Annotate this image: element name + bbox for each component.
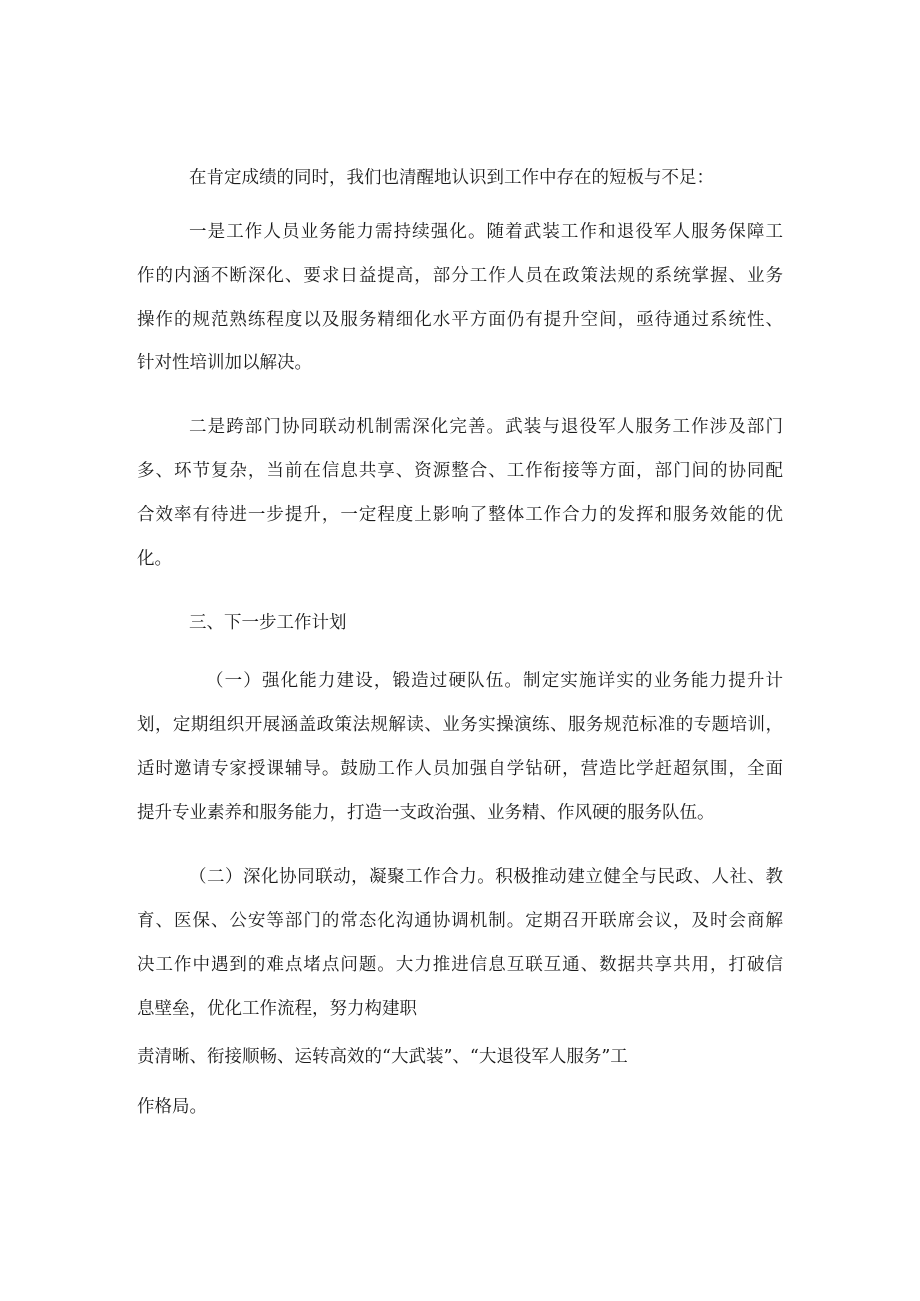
plan-1-line-2: 划，定期组织开展涵盖政策法规解读、业务实操演练、服务规范标准的专题培训，: [137, 715, 783, 735]
issue-2-line-3: 合效率有待进一步提升，一定程度上影响了整体工作合力的发挥和服务效能的优: [137, 505, 783, 525]
issue-1-line-1: 一是工作人员业务能力需持续强化。随着武装工作和退役军人服务保障工: [189, 222, 783, 242]
section-heading: 三、下一步工作计划: [189, 613, 347, 633]
plan-1-line-4: 提升专业素养和服务能力，打造一支政治强、业务精、作风硬的服务队伍。: [137, 803, 715, 823]
plan-1-line-3: 适时邀请专家授课辅导。鼓励工作人员加强自学钻研，营造比学赶超氛围，全面: [137, 759, 783, 779]
issue-1-line-4: 针对性培训加以解决。: [137, 353, 312, 373]
issue-1-line-2: 作的内涵不断深化、要求日益提高，部分工作人员在政策法规的系统掌握、业务: [137, 266, 783, 286]
intro-line-1: 在肯定成绩的同时，我们也清醒地认识到工作中存在的短板与不足：: [189, 168, 714, 188]
plan-2-line-5: 责清晰、衔接顺畅、运转高效的“大武装”、“大退役军人服务”工: [137, 1047, 628, 1067]
plan-1-line-1: （一）强化能力建设，锻造过硬队伍。制定实施详实的业务能力提升计: [206, 671, 783, 691]
plan-2-line-1: （二）深化协同联动，凝聚工作合力。积极推动建立健全与民政、人社、教: [189, 867, 783, 887]
issue-2-line-1: 二是跨部门协同联动机制需深化完善。武装与退役军人服务工作涉及部门: [189, 417, 783, 437]
plan-2-line-3: 决工作中遇到的难点堵点问题。大力推进信息互联互通、数据共享共用，打破信: [137, 955, 783, 975]
issue-1-line-3: 操作的规范熟练程度以及服务精细化水平方面仍有提升空间，亟待通过系统性、: [137, 310, 783, 330]
issue-2-line-2: 多、环节复杂，当前在信息共享、资源整合、工作衔接等方面，部门间的协同配: [137, 461, 783, 481]
plan-2-line-2: 育、医保、公安等部门的常态化沟通协调机制。定期召开联席会议，及时会商解: [137, 911, 783, 931]
plan-2-line-6: 作格局。: [137, 1097, 207, 1117]
issue-2-line-4: 化。: [137, 549, 172, 569]
plan-2-line-4: 息壁垒，优化工作流程，努力构建职: [137, 999, 417, 1019]
